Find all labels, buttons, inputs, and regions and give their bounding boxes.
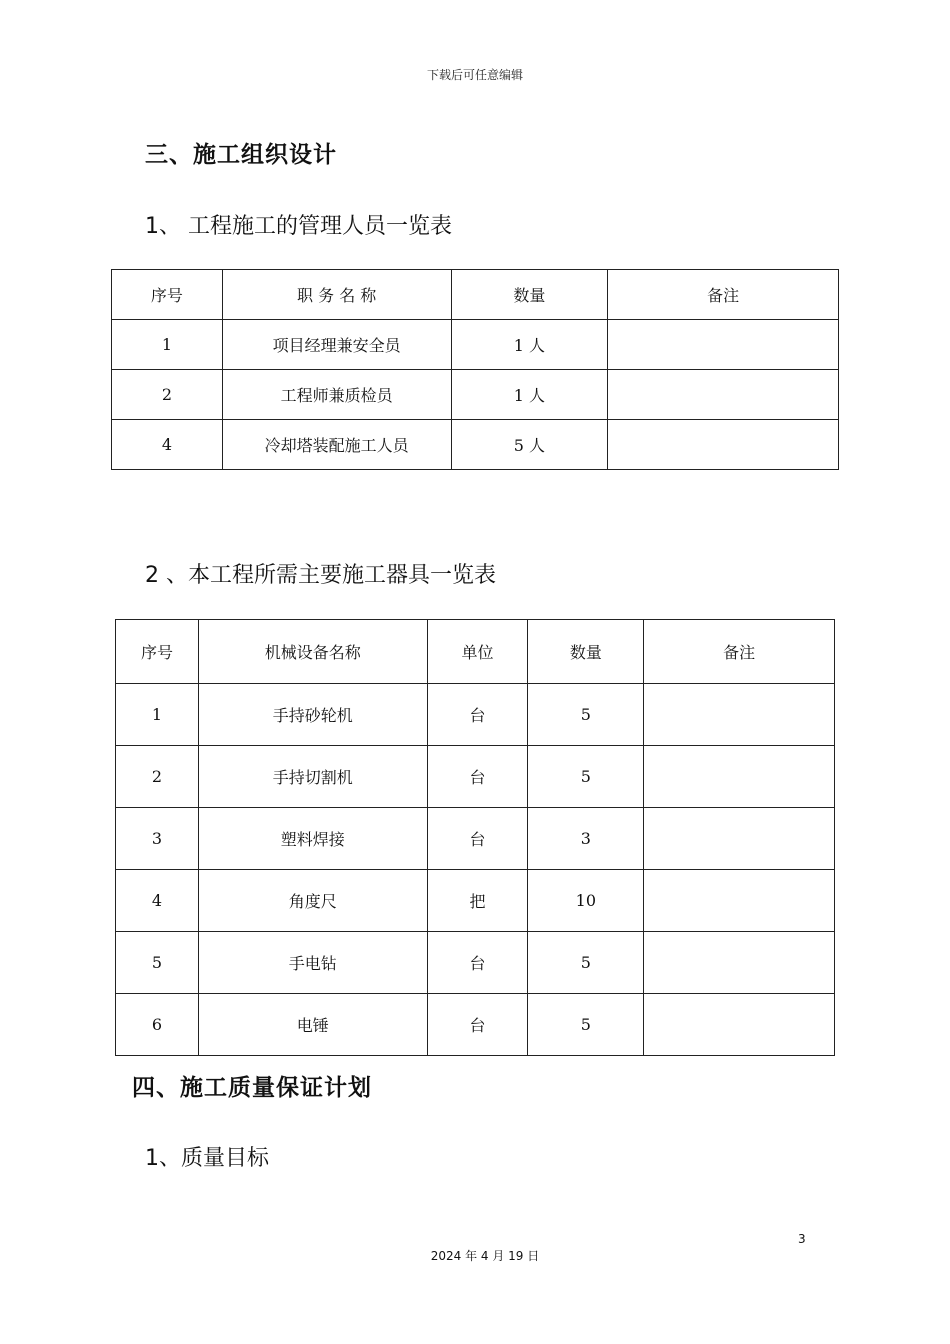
management-staff-table: [111, 269, 839, 470]
section-3-subtitle-1: 1、 工程施工的管理人员一览表: [145, 214, 452, 239]
table-cell: 1 人: [451, 370, 608, 420]
table-cell: [644, 870, 835, 932]
table-cell: 台: [427, 994, 528, 1056]
table-cell: 项目经理兼安全员: [222, 320, 451, 370]
table-cell: [644, 932, 835, 994]
table-cell: 台: [427, 684, 528, 746]
section-4-subtitle-1: 1、质量目标: [145, 1146, 269, 1171]
header-cell: 数量: [528, 620, 644, 684]
table-cell: 1: [116, 684, 199, 746]
table-row: [116, 870, 835, 932]
table-cell: 手持切割机: [198, 746, 427, 808]
section-4-title: 四、施工质量保证计划: [132, 1075, 372, 1101]
table-cell: 5 人: [451, 420, 608, 470]
header-cell: 单位: [427, 620, 528, 684]
table-row: [116, 932, 835, 994]
table-cell: [608, 320, 839, 370]
table-cell: 5: [116, 932, 199, 994]
table-cell: 3: [116, 808, 199, 870]
table-row: [116, 994, 835, 1056]
table-cell: 5: [528, 684, 644, 746]
equipment-table: [115, 619, 835, 1056]
table-cell: [644, 684, 835, 746]
table-cell: 台: [427, 808, 528, 870]
table-cell: 台: [427, 746, 528, 808]
table-cell: 工程师兼质检员: [222, 370, 451, 420]
table-row: [112, 420, 839, 470]
table-cell: 5: [528, 932, 644, 994]
table-cell: 台: [427, 932, 528, 994]
table-cell: 2: [116, 746, 199, 808]
table-row: [116, 684, 835, 746]
header-note: 下载后可任意编辑: [426, 68, 523, 82]
table-cell: 塑料焊接: [198, 808, 427, 870]
table-header-row: [116, 620, 835, 684]
table-cell: 2: [112, 370, 223, 420]
table-cell: [644, 994, 835, 1056]
table-row: [116, 746, 835, 808]
header-cell: 序号: [116, 620, 199, 684]
header-cell: 职 务 名 称: [222, 270, 451, 320]
table-cell: 10: [528, 870, 644, 932]
table-row: [112, 370, 839, 420]
table-cell: 把: [427, 870, 528, 932]
table-cell: 5: [528, 746, 644, 808]
header-cell: 备注: [644, 620, 835, 684]
table-cell: [608, 420, 839, 470]
table-cell: 3: [528, 808, 644, 870]
table-row: [112, 320, 839, 370]
table-cell: 电锤: [198, 994, 427, 1056]
footer-date: 2024 年 4 月 19 日: [430, 1249, 540, 1263]
table-cell: 1 人: [451, 320, 608, 370]
table-row: [116, 808, 835, 870]
header-cell: 备注: [608, 270, 839, 320]
page-number: 3: [798, 1232, 806, 1246]
header-cell: 数量: [451, 270, 608, 320]
table-cell: 手持砂轮机: [198, 684, 427, 746]
table-header-row: [112, 270, 839, 320]
section-3-subtitle-2: 2 、本工程所需主要施工器具一览表: [145, 563, 496, 588]
table-cell: 手电钻: [198, 932, 427, 994]
table-cell: [644, 746, 835, 808]
table-cell: [608, 370, 839, 420]
table-cell: 角度尺: [198, 870, 427, 932]
table-cell: 4: [116, 870, 199, 932]
section-3-title: 三、施工组织设计: [145, 142, 337, 168]
header-cell: 序号: [112, 270, 223, 320]
table-cell: 5: [528, 994, 644, 1056]
table-cell: 1: [112, 320, 223, 370]
table-cell: [644, 808, 835, 870]
table-cell: 冷却塔装配施工人员: [222, 420, 451, 470]
table-cell: 4: [112, 420, 223, 470]
table-cell: 6: [116, 994, 199, 1056]
header-cell: 机械设备名称: [198, 620, 427, 684]
